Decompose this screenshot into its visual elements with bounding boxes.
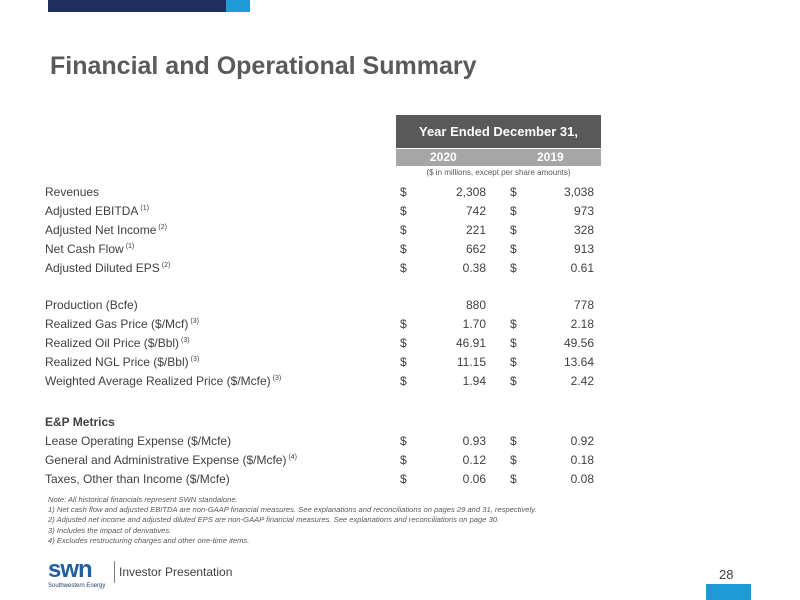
row-label: Weighted Average Realized Price ($/Mcfe) $^{(3)}$ bbox=[45, 374, 282, 388]
table-row bbox=[0, 316, 800, 334]
currency-symbol: $ bbox=[510, 317, 517, 331]
footnote-ref: (2) bbox=[158, 224, 167, 231]
row-label: Realized NGL Price ($/Bbl) $^{(3)}$ bbox=[45, 355, 200, 369]
value-2019: 0.08 bbox=[570, 472, 594, 486]
row-label: Lease Operating Expense ($/Mcfe) bbox=[45, 434, 232, 448]
table-row bbox=[0, 373, 800, 391]
value-2020: 0.93 bbox=[462, 434, 486, 448]
currency-symbol: $ bbox=[510, 223, 517, 237]
currency-symbol: $ bbox=[400, 261, 407, 275]
row-label: Taxes, Other than Income ($/Mcfe) bbox=[45, 472, 230, 486]
year-header-row bbox=[396, 149, 601, 166]
value-2020: 0.12 bbox=[462, 453, 486, 467]
currency-symbol: $ bbox=[400, 355, 407, 369]
currency-symbol: $ bbox=[510, 453, 517, 467]
units-note: ($ in millions, except per share amounts) bbox=[426, 168, 571, 177]
row-label: Net Cash Flow $^{(1)}$ bbox=[45, 242, 135, 256]
currency-symbol: $ bbox=[400, 374, 407, 388]
table-row bbox=[0, 335, 800, 353]
row-label: Realized Oil Price ($/Bbl) $^{(3)}$ bbox=[45, 336, 190, 350]
table-row bbox=[0, 297, 800, 315]
value-2019: 49.56 bbox=[563, 336, 594, 350]
currency-symbol: $ bbox=[400, 242, 407, 256]
value-2020: 46.91 bbox=[455, 336, 486, 350]
footer-label: Investor Presentation bbox=[119, 565, 233, 579]
currency-symbol: $ bbox=[510, 472, 517, 486]
table-row bbox=[0, 203, 800, 221]
footnote: 2) Adjusted net income and adjusted diluted EPS are non-GAAP financial measures. See explanations and reconciliations on page 30. bbox=[48, 515, 500, 525]
value-2020: 221 bbox=[465, 223, 486, 237]
footnote-ref: (3) bbox=[181, 337, 190, 344]
value-2019: 3,038 bbox=[563, 185, 594, 199]
table-row bbox=[0, 184, 800, 202]
row-label: E&P Metrics bbox=[45, 415, 115, 429]
currency-symbol: $ bbox=[510, 185, 517, 199]
footnotes bbox=[48, 495, 537, 546]
section-heading bbox=[0, 414, 800, 432]
currency-symbol: $ bbox=[400, 336, 407, 350]
footnote-ref: (3) bbox=[190, 318, 199, 325]
currency-symbol: $ bbox=[400, 472, 407, 486]
footnote-ref: (3) bbox=[190, 356, 200, 363]
page-title: Financial and Operational Summary bbox=[50, 52, 477, 80]
currency-symbol: $ bbox=[400, 204, 407, 218]
table-header: Year Ended December 31, bbox=[396, 115, 601, 148]
footnote: 3) Includes the impact of derivatives. bbox=[48, 525, 172, 535]
row-label: Adjusted Diluted EPS $^{(2)}$ bbox=[45, 261, 171, 275]
footnote: Note: All historical financials represent SWN standalone. bbox=[48, 495, 238, 504]
page-accent-bar bbox=[706, 584, 751, 600]
currency-symbol: $ bbox=[510, 261, 517, 275]
value-2019: 0.92 bbox=[570, 434, 594, 448]
currency-symbol: $ bbox=[510, 434, 517, 448]
footnote-ref: (2) bbox=[161, 262, 171, 269]
value-2019: 2.42 bbox=[570, 374, 594, 388]
row-label: Adjusted Net Income $^{(2)}$ bbox=[45, 223, 167, 237]
top-accent-bar bbox=[48, 0, 250, 12]
row-label: Revenues bbox=[45, 185, 100, 199]
footnote-ref: (1) bbox=[140, 205, 149, 212]
currency-symbol: $ bbox=[400, 453, 407, 467]
value-2020: 1.70 bbox=[462, 317, 486, 331]
logo-wordmark: swn bbox=[48, 556, 92, 583]
currency-symbol: $ bbox=[400, 434, 407, 448]
value-2019: 973 bbox=[573, 204, 594, 218]
value-2020: 1.94 bbox=[462, 374, 486, 388]
currency-symbol: $ bbox=[510, 336, 517, 350]
value-2020: 2,308 bbox=[455, 185, 486, 199]
footnote: 4) Excludes restructuring charges and other one-time items. bbox=[48, 535, 250, 545]
currency-symbol: $ bbox=[400, 317, 407, 331]
footnote-ref: (1) bbox=[125, 243, 135, 250]
value-2019: 328 bbox=[573, 223, 594, 237]
value-2019: 778 bbox=[573, 298, 594, 312]
table-row bbox=[0, 452, 800, 470]
value-2020: 662 bbox=[465, 242, 486, 256]
table-row bbox=[0, 471, 800, 489]
value-2019: 913 bbox=[573, 242, 594, 256]
table-row bbox=[0, 222, 800, 240]
value-2020: 0.38 bbox=[462, 261, 486, 275]
table-row bbox=[0, 433, 800, 451]
table-row bbox=[0, 241, 800, 259]
footnote-ref: (3) bbox=[272, 375, 282, 382]
row-label: Adjusted EBITDA $^{(1)}$ bbox=[45, 204, 149, 218]
currency-symbol: $ bbox=[400, 185, 407, 199]
value-2019: 13.64 bbox=[563, 355, 594, 369]
row-label: General and Administrative Expense ($/Mcfe) $^{(4)}$ bbox=[45, 453, 298, 467]
value-2020: 0.06 bbox=[462, 472, 486, 486]
currency-symbol: $ bbox=[510, 204, 517, 218]
value-2020: 880 bbox=[465, 298, 486, 312]
footnote-ref: (4) bbox=[288, 454, 298, 461]
row-label: Realized Gas Price ($/Mcf) $^{(3)}$ bbox=[45, 317, 199, 331]
value-2019: 2.18 bbox=[570, 317, 594, 331]
page-number: 28 bbox=[719, 567, 734, 582]
currency-symbol: $ bbox=[510, 374, 517, 388]
table-row bbox=[0, 354, 800, 372]
value-2020: 11.15 bbox=[456, 355, 486, 369]
year-2020-header: 2020 bbox=[430, 150, 457, 164]
footnote: 1) Net cash flow and adjusted EBITDA are non-GAAP financial measures. See explanations and reconciliations on pages 29 and 31, respectively. bbox=[48, 505, 537, 515]
table-row bbox=[0, 260, 800, 278]
value-2019: 0.18 bbox=[570, 453, 594, 467]
logo-subtext: Southwestern Energy bbox=[48, 583, 106, 589]
company-logo bbox=[48, 558, 110, 594]
value-2020: 742 bbox=[465, 204, 486, 218]
value-2019: 0.61 bbox=[570, 261, 594, 275]
year-2019-header: 2019 bbox=[537, 150, 564, 164]
currency-symbol: $ bbox=[510, 242, 517, 256]
row-label: Production (Bcfe) bbox=[45, 298, 138, 312]
currency-symbol: $ bbox=[400, 223, 407, 237]
footer-divider bbox=[114, 561, 115, 583]
currency-symbol: $ bbox=[510, 355, 517, 369]
